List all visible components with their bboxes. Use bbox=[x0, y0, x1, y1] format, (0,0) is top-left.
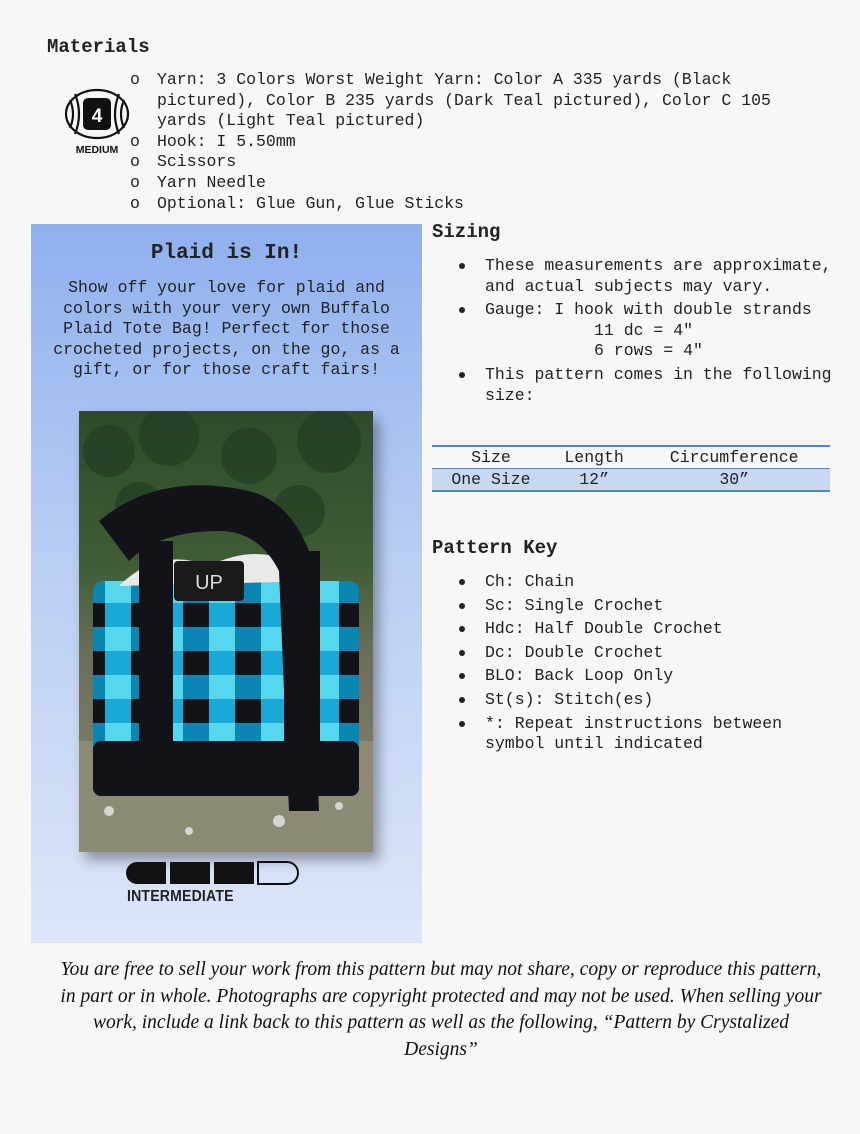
pattern-key-item: Dc: Double Crochet bbox=[432, 643, 832, 664]
table-cell-circumference: 30” bbox=[638, 469, 830, 492]
materials-item: o Hook: I 5.50mm bbox=[130, 132, 810, 153]
pattern-key-item: BLO: Back Loop Only bbox=[432, 666, 832, 687]
sizing-heading: Sizing bbox=[432, 221, 501, 243]
materials-item: o Yarn: 3 Colors Worst Weight Yarn: Color A 335 yards (Black pictured), Color B 235 yards (Dark Teal pictured), Color C 105 yards (Light Teal pictured) bbox=[130, 70, 810, 132]
size-note: This pattern comes in the following size: bbox=[432, 365, 832, 406]
table-header-row bbox=[432, 446, 830, 469]
plaid-promo-panel bbox=[31, 224, 422, 943]
sizing-note: These measurements are approximate, and actual subjects may vary. bbox=[432, 256, 832, 297]
gauge-rows: 6 rows = 4" bbox=[594, 341, 703, 361]
size-table bbox=[432, 445, 830, 492]
panel-title: Plaid is In! bbox=[150, 242, 303, 265]
skill-level-label: INTERMEDIATE bbox=[127, 888, 234, 905]
pattern-key-heading: Pattern Key bbox=[432, 537, 558, 559]
materials-list bbox=[130, 70, 810, 214]
panel-description: Show off your love for plaid and colors with your very own Buffalo Plaid Tote Bag! Perfect for those crocheted projects, on the go, as a gift, or for those craft fairs! bbox=[53, 278, 400, 380]
skill-bar-filled bbox=[170, 862, 210, 884]
sizing-list bbox=[432, 256, 832, 406]
materials-heading: Materials bbox=[47, 36, 150, 58]
pattern-key-item: St(s): Stitch(es) bbox=[432, 690, 832, 711]
skill-bar-filled bbox=[126, 862, 166, 884]
skill-bar-filled bbox=[214, 862, 254, 884]
pattern-key-item: Sc: Single Crochet bbox=[432, 596, 832, 617]
pattern-key-list bbox=[432, 572, 832, 758]
yarn-weight-label: MEDIUM bbox=[75, 144, 119, 156]
materials-item: o Yarn Needle bbox=[130, 173, 810, 194]
yarn-weight-number: 4 bbox=[91, 106, 103, 127]
pattern-key-item: Hdc: Half Double Crochet bbox=[432, 619, 832, 640]
gauge-stitches: 11 dc = 4" bbox=[594, 320, 694, 340]
pattern-key-item: Ch: Chain bbox=[432, 572, 832, 593]
table-header-length: Length bbox=[564, 448, 624, 467]
table-row bbox=[432, 469, 830, 492]
materials-item: o Optional: Glue Gun, Glue Sticks bbox=[130, 194, 810, 215]
pattern-key-item: *: Repeat instructions between symbol until indicated bbox=[432, 714, 832, 755]
table-cell-size: One Size bbox=[432, 469, 550, 492]
table-header-circumference: Circumference bbox=[669, 448, 799, 467]
table-header-size: Size bbox=[471, 448, 511, 467]
gauge-label: Gauge: I hook with double strands bbox=[485, 300, 812, 320]
copyright-note: You are free to sell your work from this pattern but may not share, copy or reproduce this pattern, in part or in whole. Photographs are copyright protected and may not be used. When selling your work, include a link back to this pattern as well as the following, “Pattern by Crystalized Designs” bbox=[60, 959, 822, 1060]
yarn-weight-icon bbox=[62, 86, 132, 158]
skill-bar-empty bbox=[258, 862, 298, 884]
gauge-item bbox=[432, 300, 832, 362]
materials-item: o Scissors bbox=[130, 152, 810, 173]
table-cell-length: 12” bbox=[550, 469, 638, 492]
photo-brand-text: UP bbox=[195, 572, 223, 594]
tote-bag-photo bbox=[79, 411, 373, 852]
